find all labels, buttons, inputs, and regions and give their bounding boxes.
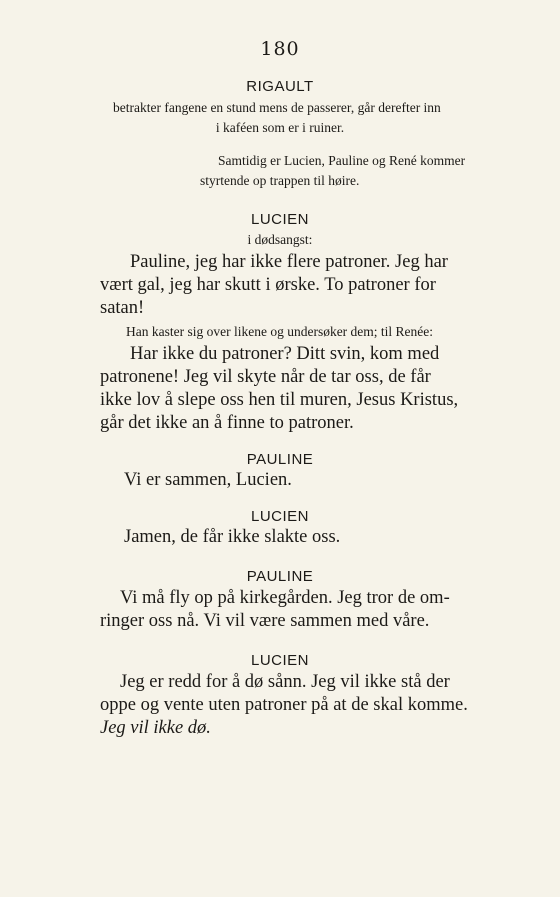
stage-direction-line: i kaféen som er i ruiner. (215, 120, 345, 135)
speech-line: ikke lov å slepe oss hen til muren, Jesus Kristus, (100, 390, 459, 410)
stage-direction-line: betrakter fangene en stund mens de passerer, går derefter inn (113, 100, 441, 115)
speech-line: satan! (100, 298, 145, 318)
page-number: 180 (260, 38, 300, 60)
speech-line: Jeg er redd for å dø sånn. Jeg vil ikke stå der (120, 672, 450, 692)
stage-direction-line: i dødsangst: (247, 232, 313, 247)
speech-line: ringer oss nå. Vi vil være sammen med våre. (100, 611, 430, 631)
speech-line-italic: Jeg vil ikke dø. (100, 718, 211, 738)
stage-direction-line: styrtende op trappen til høire. (200, 173, 360, 188)
speaker-pauline: PAULINE (246, 451, 314, 468)
speech-line: oppe og vente uten patroner på at de skal komme. (100, 695, 468, 715)
speaker-lucien: LUCIEN (250, 211, 309, 228)
speech-line: vært gal, jeg har skutt i ørske. To patroner for (100, 275, 436, 295)
speech-line: Jamen, de får ikke slakte oss. (124, 527, 341, 547)
speaker-rigault: RIGAULT (246, 78, 314, 95)
speech-line: patronene! Jeg vil skyte når de tar oss, de får (100, 367, 431, 387)
speech-line: Vi er sammen, Lucien. (124, 470, 292, 490)
speech-line: Vi må fly op på kirkegården. Jeg tror de om- (120, 588, 450, 608)
speaker-lucien: LUCIEN (250, 508, 309, 525)
stage-direction-line: Han kaster sig over likene og undersøker dem; til Renée: (126, 324, 434, 339)
speech-line: går det ikke an å finne to patroner. (100, 413, 354, 433)
stage-direction-line: Samtidig er Lucien, Pauline og René kommer (218, 153, 466, 168)
speech-line: Har ikke du patroner? Ditt svin, kom med (130, 344, 440, 364)
speech-line: Pauline, jeg har ikke flere patroner. Jeg har (130, 252, 448, 272)
speaker-pauline: PAULINE (246, 568, 314, 585)
speaker-lucien: LUCIEN (250, 652, 309, 669)
